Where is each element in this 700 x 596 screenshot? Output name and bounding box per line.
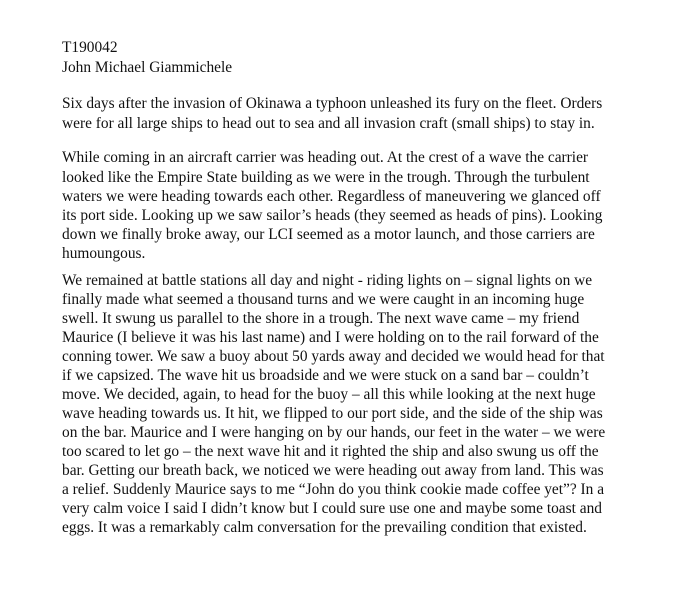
text-line: wave heading towards us. It hit, we flipped to our port side, and the side of the ship was xyxy=(62,405,603,422)
text-line: on the bar. Maurice and I were hanging on by our hands, our feet in the water – we were xyxy=(62,424,606,441)
text-line: swell. It swung us parallel to the shore in a trough. The next wave came – my friend xyxy=(62,310,580,327)
author-name: John Michael Giammichele xyxy=(62,59,233,76)
text-line: bar. Getting our breath back, we noticed we were heading out away from land. This was xyxy=(62,462,604,479)
text-line: While coming in an aircraft carrier was heading out. At the crest of a wave the carrier xyxy=(62,149,589,166)
text-line: Six days after the invasion of Okinawa a typhoon unleashed its fury on the fleet. Orders xyxy=(62,95,603,112)
text-line: conning tower. We saw a buoy about 50 yards away and decided we would head for that xyxy=(62,348,605,365)
text-line: waters we were heading towards each other. Regardless of maneuvering we glanced off xyxy=(62,188,601,205)
text-line: humoungous. xyxy=(62,245,146,262)
text-line: down we finally broke away, our LCI seemed as a motor launch, and those carriers are xyxy=(62,226,595,243)
text-line: if we capsized. The wave hit us broadside and we were stuck on a sand bar – couldn’t xyxy=(62,367,589,384)
text-line: were for all large ships to head out to sea and all invasion craft (small ships) to stay in. xyxy=(62,115,595,132)
text-line: its port side. Looking up we saw sailor’s heads (they seemed as heads of pins). Looking xyxy=(62,207,603,224)
text-line: finally made what seemed a thousand turns and we were caught in an incoming huge xyxy=(62,291,585,308)
text-line: We remained at battle stations all day and night - riding lights on – signal lights on we xyxy=(62,272,593,289)
text-line: very calm voice I said I didn’t know but I could sure use one and maybe some toast and xyxy=(62,500,602,517)
text-line: eggs. It was a remarkably calm conversation for the prevailing condition that existed. xyxy=(62,519,587,536)
text-line: Maurice (I believe it was his last name) and I were holding on to the rail forward of the xyxy=(62,329,599,346)
text-line: too scared to let go – the next wave hit and it righted the ship and also swung us off the xyxy=(62,443,599,460)
text-line: move. We decided, again, to head for the buoy – all this while looking at the next huge xyxy=(62,386,596,403)
document-id: T190042 xyxy=(62,39,118,56)
text-line: a relief. Suddenly Maurice says to me “John do you think cookie made coffee yet”? In a xyxy=(62,481,605,498)
text-line: looked like the Empire State building as we were in the trough. Through the turbulent xyxy=(62,169,590,186)
